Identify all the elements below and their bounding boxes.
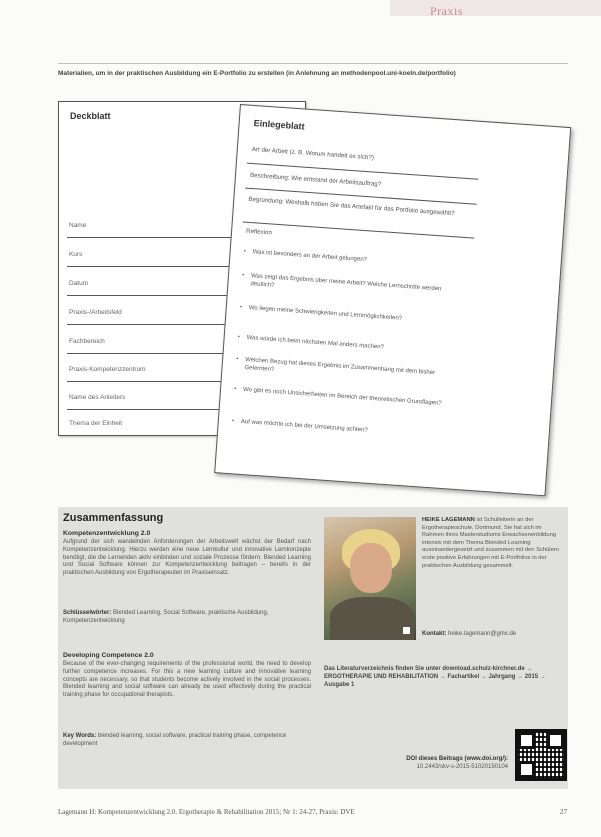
author-name: HEIKE LAGEMANN [422, 517, 475, 523]
deckblatt-title: Deckblatt [70, 111, 111, 121]
reflection-question: • Was zeigt das Ergebnis über meine Arbeit? Welche Lernschritte werden deutlich? [250, 272, 451, 302]
photo-face [350, 543, 392, 593]
summary-de-text: Aufgrund der sich wandelnden Anforderungen der Arbeitswelt wächst der Bedarf nach Kompetenzentwicklung. Hierzu werden eine neue Lernkultur und innovative Lernkonzepte benötigt, die die Lernenden aktiv einbinden und soziale Prozesse fördern. Blended Learning und Social Software können zur Kompetenzentwicklung beitragen – bereits in der praktischen Ausbildung von Ergotherapeuten im Praxiseinsatz. [63, 539, 311, 577]
einlegeblatt-title: Einlegeblatt [253, 118, 305, 132]
reflection-question: • Welchen Bezug hat dieses Ergebnis im Zusammenhang mit dem bisher Gelernten? [244, 356, 445, 386]
author-bio [422, 517, 564, 570]
section-header [0, 0, 601, 28]
einlegeblatt-row: Art der Arbeit (z. B. Worum handelt es sich?) [251, 145, 375, 162]
figure-caption: Materialien, um in der praktischen Ausbildung ein E-Portfolio zu erstellen (in Anlehnung an methodenpool.uni-koeln.de/portfolio) [58, 70, 456, 77]
keywords-label: Schlüsselwörter: [63, 610, 112, 616]
doi-block [388, 755, 508, 771]
author-contact [422, 631, 564, 637]
field-label: Praxis-Kompetenzzentrum [69, 366, 146, 373]
field-label: Praxis-/Arbeitsfeld [69, 309, 122, 316]
literature-note: Das Literaturverzeichnis finden Sie unter download.schulz-kirchner.de → ERGOTHERAPIE UND REHABILITATION → Fachartikel → Jahrgang → 2015 → Ausgabe 1 [324, 666, 546, 688]
qr-code [515, 729, 567, 781]
doi-value[interactable]: 10.2443/skv-s-2015-51020150104 [416, 764, 508, 770]
field-label: Name [69, 222, 87, 229]
einlegeblatt-form [214, 104, 571, 496]
summary-en-heading: Developing Competence 2.0 [63, 652, 154, 659]
doi-label: DOI dieses Beitrags (www.doi.org/): [406, 756, 508, 762]
field-label: Kurs [69, 251, 83, 258]
reflexion-label: Reflexion [245, 227, 273, 237]
summary-de-heading: Kompetenzentwicklung 2.0 [63, 530, 151, 537]
author-bio-text: ist Schulleiterin an der Ergotherapieschule, Dortmund. Sie hat sich im Rahmen ihres Masterstudiums Erwachsenenbildung intensiv mit dem Thema Blended Learning auseinandergesetzt und zusammen mit den Schülern erste positive Erfahrungen mit E-Portfolios in der praktischen Ausbildung gesammelt. [422, 517, 559, 569]
summary-en-text: Because of the ever-changing requirements of the professional world, the need to develop further competence increases. For this a new learning culture and innovative learning concepts are necessary, so that students become actively involved in the social processes. Blended learning and social software can already be used effectively during the practical training phase for occupational therapists. [63, 661, 311, 699]
einlegeblatt-row: Begründung: Weshalb haben Sie das Artefakt für das Portfolio ausgewählt? [248, 195, 455, 218]
divider [58, 63, 568, 64]
reflection-question: • Wo liegen meine Schwierigkeiten und Lernmöglichkeiten? [249, 304, 449, 326]
summary-title: Zusammenfassung [63, 512, 164, 524]
author-photo [324, 517, 416, 640]
keywords-label: Key Words: [63, 733, 97, 739]
field-label: Datum [69, 280, 89, 287]
photo-logo [403, 627, 410, 634]
reflection-question: • Wo gibt es noch Unsicherheiten im Bereich der theoretischen Grundlagen? [243, 386, 443, 408]
field-label: Name des Anleiters [69, 394, 126, 401]
reflection-question: • Was würde ich beim nächsten Mal anders machen? [246, 334, 446, 356]
contact-label: Kontakt: [422, 631, 447, 637]
photo-body [330, 597, 414, 640]
section-label: Praxis [430, 4, 463, 18]
keywords-text: blended learning, social software, practical training phase, competence development [63, 733, 287, 747]
contact-email[interactable]: heike.lagemann@gmx.de [448, 631, 517, 637]
footer-citation: Lagemann H: Kompetenzentwicklung 2.0. Ergotherapie & Rehabilitation 2015; Nr 1: 24-27, Praxis: DVE [58, 808, 355, 816]
page-number: 27 [560, 808, 567, 816]
section-header-band [390, 0, 601, 16]
field-label: Fachbereich [69, 338, 105, 345]
reflection-question: • Auf was möchte ich bei der Umsetzung achten? [241, 418, 441, 440]
summary-en-keywords [63, 733, 311, 749]
summary-box [58, 507, 568, 789]
einlegeblatt-row: Beschreibung: Wie entstand der Arbeitsauftrag? [249, 171, 382, 189]
reflection-question: • Was ist besonders an der Arbeit gelungen? [252, 248, 452, 270]
field-label: Thema der Einheit [69, 420, 123, 427]
keywords-text: Blended Learning, Social Software, praktische Ausbildung, Kompetenzentwicklung [63, 610, 269, 624]
summary-de-keywords [63, 610, 311, 626]
